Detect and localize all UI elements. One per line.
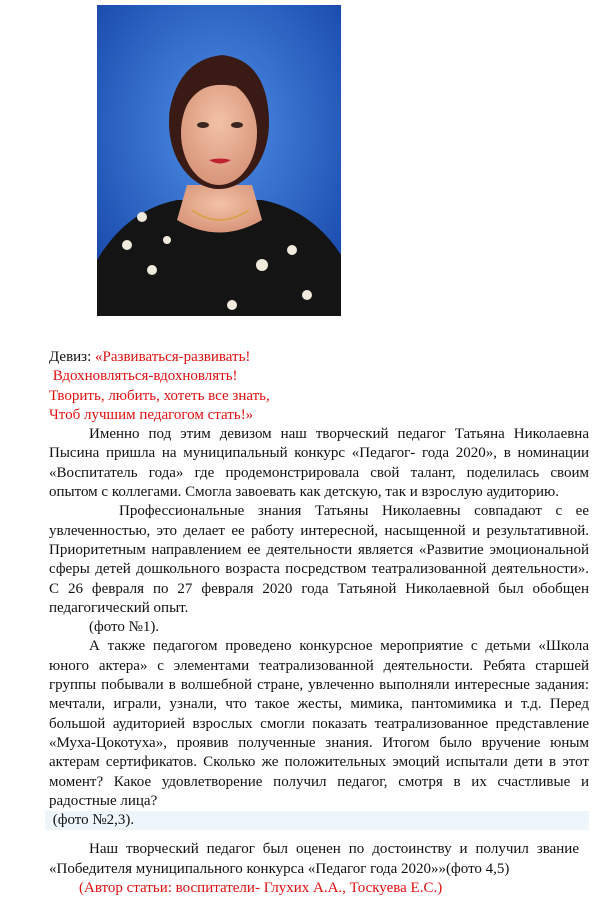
- paragraph-intro: Именно под этим девизом наш творческий педагог Татьяна Николаевна Пысина пришла на муниципальный конкурс «Педагог- года 2020», в номинации «Воспитатель года» где продемонстрировала свой талант, поделилась своим опытом с коллегами. Смогла завоевать как детскую, так и взрослую аудиторию.: [49, 426, 589, 501]
- paragraph-award: Наш творческий педагог был оценен по достоинству и получил звание «Победителя муниципального конкурса «Педагог года 2020»»(фото 4,5): [49, 841, 579, 877]
- article-body: [49, 348, 589, 898]
- motto-line: «Развиваться-развивать!: [95, 349, 251, 365]
- motto-line: Чтоб лучшим педагогом стать!»: [49, 406, 254, 423]
- paragraph-event: А также педагогом проведено конкурсное мероприятие с детьми «Школа юного актера» с элементами театрализованной деятельности. Ребята старшей группы побывали в волшебной стране, увлеченно выполняли интересные задания: мечтали, играли, узнали, что такое жесты, мимика, пантомимика и т.д. Перед большой аудиторией взрослых смогли показать театрализованное представление «Муха-Цокотуха», проявив полученные знания. Итогом было вручение юным актерам сертификатов. Сколько же положительных эмоций испытали дети в этот момент? Какое удовлетворение получил педагог, смотря в их счастливые и радостные лица?: [49, 638, 589, 809]
- motto-line: Творить, любить, хотеть все знать,: [49, 387, 270, 404]
- author-credit: (Автор статьи: воспитатели- Глухих А.А., Тоскуева Е.С.): [79, 880, 443, 897]
- motto-line: Вдохновляться-вдохновлять!: [49, 368, 238, 385]
- motto-label: Девиз:: [49, 349, 96, 365]
- photo-caption-2-3: (фото №2,3).: [45, 811, 589, 830]
- portrait-photo: [97, 5, 341, 316]
- motto: [49, 348, 589, 425]
- photo-caption-1: (фото №1).: [89, 619, 160, 636]
- paragraph-professional: Профессиональные знания Татьяны Николаевны совпадают с ее увлеченностью, это делает ее работу интересной, насыщенной и результативной. Приоритетным направлением ее деятельности является «Развитие эмоциональной сферы детей дошкольного возраста посредством театрализованной деятельности». С 26 февраля по 27 февраля 2020 года Татьяной Николаевной был обобщен педагогический опыт.: [49, 503, 589, 616]
